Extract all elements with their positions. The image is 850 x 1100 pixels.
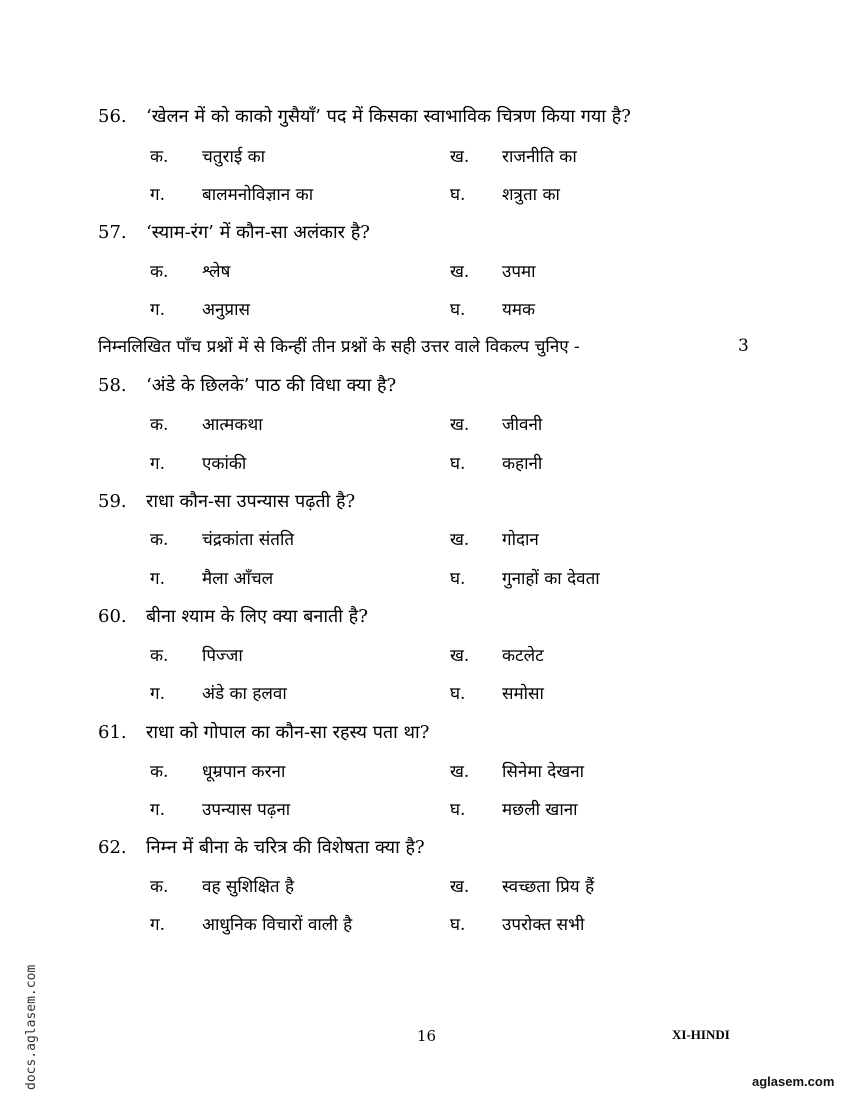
option-text: चंद्रकांता संतति xyxy=(202,530,295,550)
option-label: ख. xyxy=(450,877,470,897)
question-number: 56. xyxy=(98,106,127,127)
option-text: अनुप्रास xyxy=(202,300,250,320)
option-text: सिनेमा देखना xyxy=(502,762,585,782)
option-ka xyxy=(150,643,243,666)
option-label: घ. xyxy=(450,800,466,820)
question-58 xyxy=(98,373,396,397)
question-text: ‘स्याम-रंग’ में कौन-सा अलंकार है? xyxy=(146,222,370,243)
option-gha xyxy=(450,451,542,474)
question-text: राधा को गोपाल का कौन-सा रहस्य पता था? xyxy=(146,722,430,743)
option-text: शत्रुता का xyxy=(502,185,560,205)
question-number: 57. xyxy=(98,222,127,243)
option-label: ग. xyxy=(150,915,165,935)
page-number: 16 xyxy=(417,1027,437,1045)
question-number: 60. xyxy=(98,606,127,627)
option-ka xyxy=(150,412,263,435)
option-label: ख. xyxy=(450,762,470,782)
option-gha xyxy=(450,182,560,205)
option-gha xyxy=(450,566,600,589)
option-kha xyxy=(450,259,536,282)
option-label: ख. xyxy=(450,415,470,435)
option-label: घ. xyxy=(450,300,466,320)
option-label: ग. xyxy=(150,454,165,474)
option-text: समोसा xyxy=(502,684,544,704)
option-kha xyxy=(450,144,577,167)
option-text: वह सुशिक्षित है xyxy=(202,877,295,897)
question-57 xyxy=(98,220,370,244)
question-59 xyxy=(98,489,355,513)
option-ga xyxy=(150,797,290,820)
question-number: 59. xyxy=(98,491,127,512)
option-label: क. xyxy=(150,415,169,435)
option-text: गुनाहों का देवता xyxy=(502,569,600,589)
side-watermark: docs.aglasem.com xyxy=(24,964,39,1090)
option-text: धूम्रपान करना xyxy=(202,762,286,782)
question-text: बीना श्याम के लिए क्या बनाती है? xyxy=(146,606,368,627)
question-56 xyxy=(98,104,631,128)
section-instruction: निम्नलिखित पाँच प्रश्नों में से किन्हीं तीन प्रश्नों के सही उत्तर वाले विकल्प चुनिए - xyxy=(98,337,580,357)
option-label: घ. xyxy=(450,915,466,935)
subject-code: XI-HINDI xyxy=(672,1027,730,1042)
question-number: 62. xyxy=(98,837,127,858)
option-label: क. xyxy=(150,530,169,550)
option-label: क. xyxy=(150,147,169,167)
option-ka xyxy=(150,527,294,550)
option-ka xyxy=(150,759,285,782)
option-label: ग. xyxy=(150,185,165,205)
option-ga xyxy=(150,681,287,704)
option-label: क. xyxy=(150,646,169,666)
option-text: स्वच्छता प्रिय हैं xyxy=(502,877,595,897)
question-60 xyxy=(98,604,368,628)
section-marks: 3 xyxy=(738,336,749,356)
option-kha xyxy=(450,643,544,666)
option-text: पिज्जा xyxy=(202,646,243,666)
option-label: ग. xyxy=(150,800,165,820)
option-text: श्लेष xyxy=(202,262,231,282)
option-ka xyxy=(150,144,265,167)
option-label: ग. xyxy=(150,569,165,589)
option-ka xyxy=(150,874,294,897)
option-gha xyxy=(450,681,544,704)
option-text: चतुराई का xyxy=(202,147,266,167)
option-label: ख. xyxy=(450,147,470,167)
option-ga xyxy=(150,566,273,589)
option-gha xyxy=(450,797,578,820)
option-ka xyxy=(150,259,230,282)
option-label: ग. xyxy=(150,300,165,320)
option-label: क. xyxy=(150,877,169,897)
option-text: बालमनोविज्ञान का xyxy=(202,185,314,205)
option-label: घ. xyxy=(450,569,466,589)
option-text: आधुनिक विचारों वाली है xyxy=(202,915,353,935)
option-text: उपन्यास पढ़ना xyxy=(202,800,291,820)
option-gha xyxy=(450,912,584,935)
question-62 xyxy=(98,835,425,859)
question-text: ‘खेलन में को काको गुसैयाँ’ पद में किसका स्वाभाविक चित्रण किया गया है? xyxy=(146,106,631,127)
option-label: ख. xyxy=(450,530,470,550)
option-text: जीवनी xyxy=(502,415,543,435)
option-text: मैला आँचल xyxy=(202,569,274,589)
option-text: कहानी xyxy=(502,454,543,474)
option-gha xyxy=(450,297,535,320)
option-text: अंडे का हलवा xyxy=(202,684,287,704)
option-label: घ. xyxy=(450,684,466,704)
option-label: घ. xyxy=(450,185,466,205)
question-text: ‘अंडे के छिलके’ पाठ की विधा क्या है? xyxy=(146,375,397,396)
option-ga xyxy=(150,451,246,474)
option-text: राजनीति का xyxy=(502,147,577,167)
option-kha xyxy=(450,412,542,435)
option-label: ख. xyxy=(450,262,470,282)
option-text: कटलेट xyxy=(502,646,544,666)
option-text: मछली खाना xyxy=(502,800,578,820)
question-text: राधा कौन-सा उपन्यास पढ़ती है? xyxy=(146,491,356,512)
option-label: क. xyxy=(150,762,169,782)
option-text: गोदान xyxy=(502,530,539,550)
option-kha xyxy=(450,874,594,897)
corner-watermark: aglasem.com xyxy=(752,1074,835,1089)
option-text: एकांकी xyxy=(202,454,247,474)
option-label: क. xyxy=(150,262,169,282)
question-number: 58. xyxy=(98,375,127,396)
option-label: ख. xyxy=(450,646,470,666)
option-label: घ. xyxy=(450,454,466,474)
question-61 xyxy=(98,720,429,744)
option-ga xyxy=(150,912,352,935)
option-text: आत्मकथा xyxy=(202,415,263,435)
option-text: उपरोक्त सभी xyxy=(502,915,585,935)
option-kha xyxy=(450,527,539,550)
option-ga xyxy=(150,297,250,320)
option-kha xyxy=(450,759,584,782)
option-label: ग. xyxy=(150,684,165,704)
option-ga xyxy=(150,182,313,205)
question-number: 61. xyxy=(98,722,127,743)
option-text: यमक xyxy=(502,300,536,320)
option-text: उपमा xyxy=(502,262,536,282)
question-text: निम्न में बीना के चरित्र की विशेषता क्या है? xyxy=(146,837,425,858)
